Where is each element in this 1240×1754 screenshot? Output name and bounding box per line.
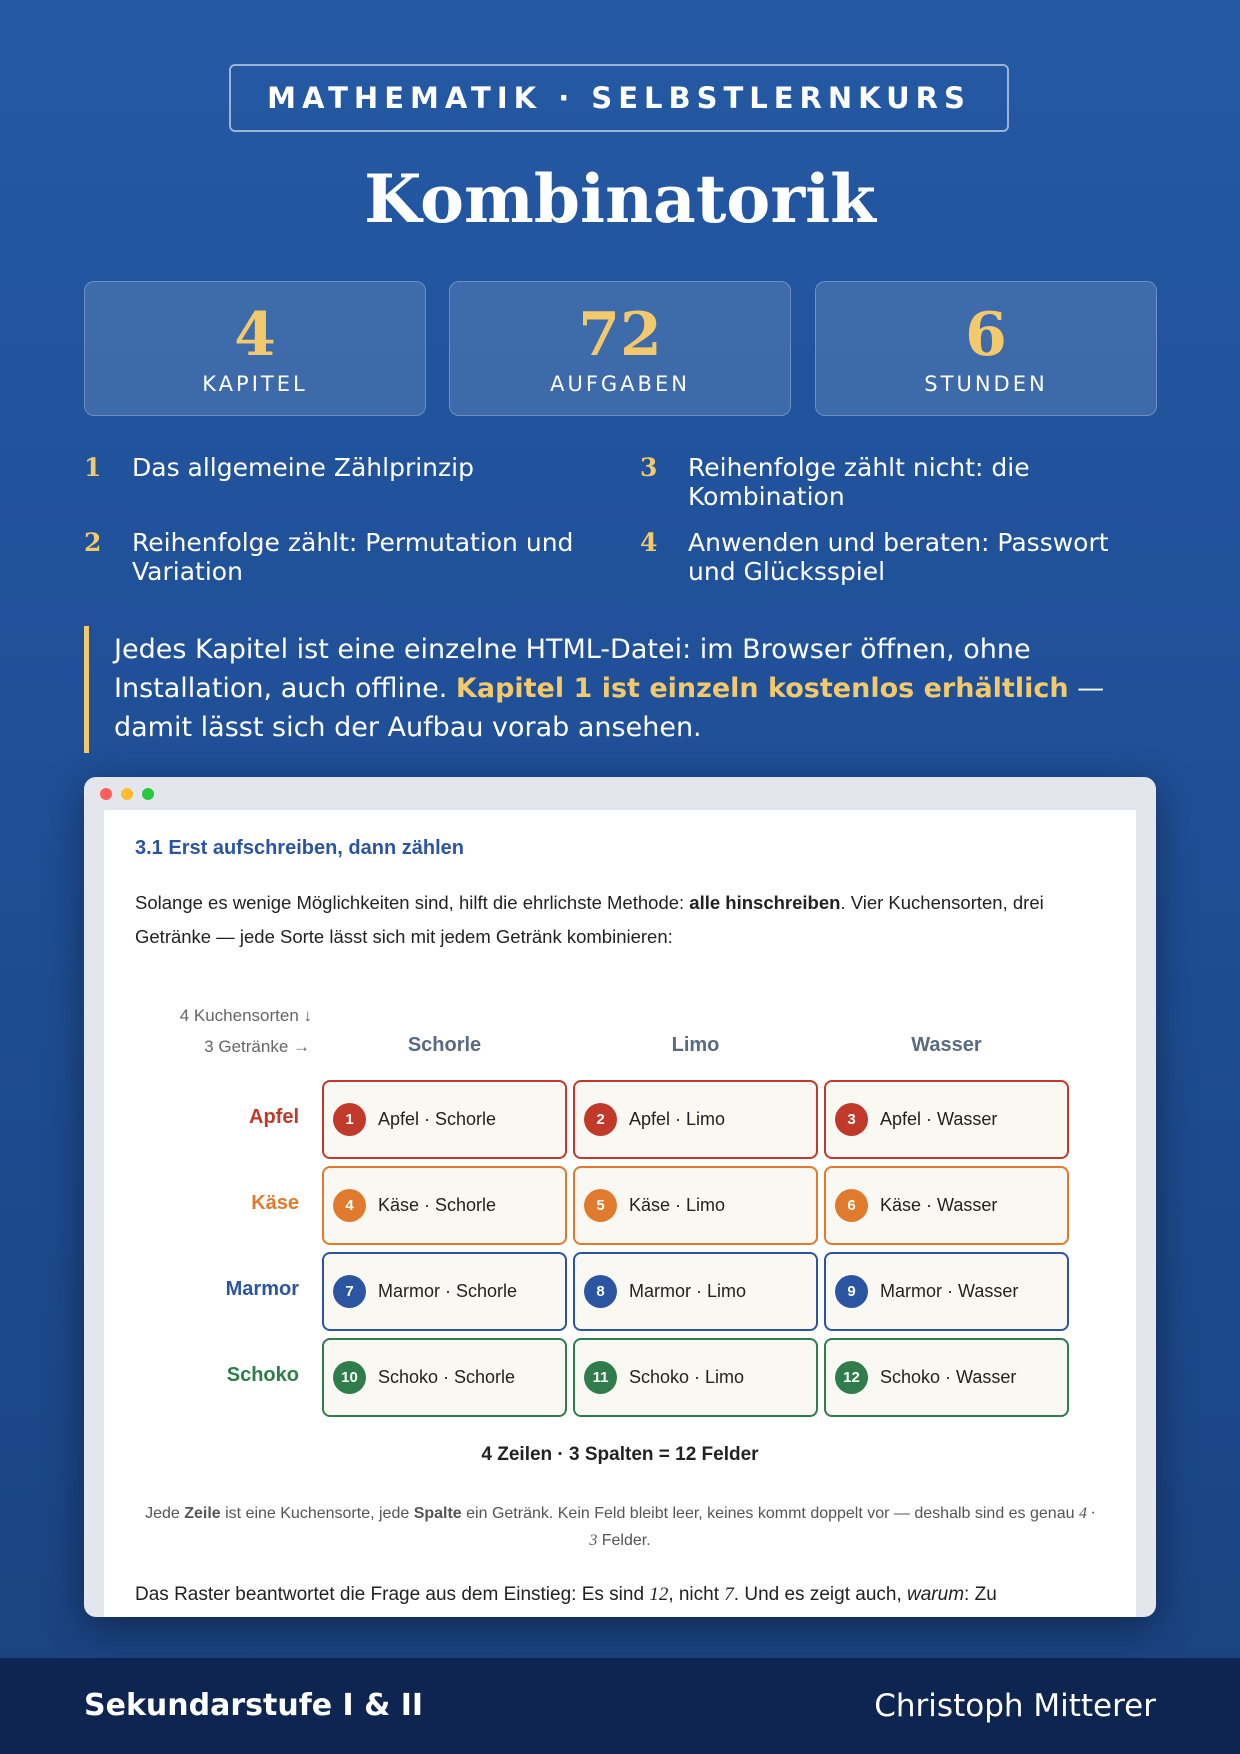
cell-number-badge: 5	[584, 1189, 617, 1222]
chapter-title: Anwenden und beraten: Passwort und Glücksspiel	[688, 528, 1109, 586]
stat-label: AUFGABEN	[550, 372, 690, 396]
cell-label: Apfel · Limo	[629, 1109, 726, 1129]
caption-math: 4 · 3	[589, 1505, 1095, 1549]
cell-number-badge: 8	[584, 1275, 617, 1308]
grid-sum: 4 Zeilen · 3 Spalten = 12 Felder	[481, 1444, 759, 1465]
cell-number-badge: 6	[835, 1189, 868, 1222]
footer-author: Christoph Mitterer	[874, 1688, 1156, 1724]
stat-value: 72	[578, 300, 662, 370]
minimize-dot-icon	[121, 788, 133, 800]
cell-label: Schoko · Limo	[629, 1367, 745, 1387]
cell-number-badge: 2	[584, 1103, 617, 1136]
cell-label: Käse · Wasser	[880, 1195, 998, 1215]
chapter-title: Reihenfolge zählt nicht: die Kombination	[688, 453, 1030, 511]
bottom-text: Das Raster beantwortet die Frage aus dem Einstieg: Es sind	[135, 1584, 650, 1605]
caption-bold: Spalte	[413, 1505, 462, 1522]
footer	[0, 1658, 1240, 1754]
row-header: Schoko	[226, 1364, 299, 1386]
para-text-end: . Vier Kuchensorten, drei Getränke — jede Sorte lässt sich mit jedem Getränk kombinieren:	[135, 892, 1044, 947]
grid-cell	[322, 1338, 567, 1417]
stat-label: STUNDEN	[924, 372, 1048, 396]
note-text: Jedes Kapitel ist eine einzelne HTML-Datei: im Browser öffnen, ohne Installation, auch offline.	[114, 634, 1031, 704]
axis-label-rows: 4 Kuchensorten ↓	[179, 1006, 312, 1025]
cell-label: Schoko · Schorle	[378, 1367, 516, 1387]
note-highlight: Kapitel 1 ist einzeln kostenlos erhältlich	[455, 673, 1069, 704]
section-heading: 3.1 Erst aufschreiben, dann zählen	[135, 837, 464, 859]
chapter-item-2	[84, 528, 604, 586]
note-text-end: — damit lässt sich der Aufbau vorab ansehen.	[114, 673, 1105, 743]
cell-number-badge: 11	[584, 1361, 617, 1394]
info-note	[84, 626, 1164, 753]
course-badge: MATHEMATIK · SELBSTLERNKURS	[229, 64, 1009, 132]
cell-number-badge: 10	[333, 1361, 366, 1394]
grid-cell	[824, 1252, 1069, 1331]
cell-label: Marmor · Wasser	[880, 1281, 1019, 1301]
caption-text: Jede	[145, 1505, 185, 1522]
stat-tasks	[449, 281, 791, 416]
chapter-number: 2	[84, 528, 102, 557]
preview-page	[104, 810, 1136, 1617]
cell-number-badge: 4	[333, 1189, 366, 1222]
para-text: Solange es wenige Möglichkeiten sind, hilft die ehrlichste Methode:	[135, 892, 690, 913]
caption-text: Felder.	[597, 1532, 651, 1549]
cell-label: Schoko · Wasser	[880, 1367, 1017, 1387]
cell-label: Apfel · Wasser	[880, 1109, 998, 1129]
bottom-text: , nicht	[668, 1584, 725, 1605]
stat-label: KAPITEL	[202, 372, 308, 396]
cell-label: Marmor · Schorle	[378, 1281, 518, 1301]
chapter-title: Das allgemeine Zählprinzip	[132, 453, 474, 482]
bottom-text: . Und es zeigt auch,	[733, 1584, 908, 1605]
footer-level: Sekundarstufe I & II	[84, 1688, 424, 1723]
column-header: Wasser	[911, 1034, 982, 1056]
chapter-number: 3	[640, 453, 658, 482]
caption-bold: Zeile	[184, 1505, 221, 1522]
cell-number-badge: 7	[333, 1275, 366, 1308]
cell-number-badge: 1	[333, 1103, 366, 1136]
cell-label: Marmor · Limo	[629, 1281, 747, 1301]
grid-cell	[322, 1080, 567, 1159]
page-title: Kombinatorik	[364, 160, 876, 238]
chapter-title: Reihenfolge zählt: Permutation und Variation	[132, 528, 574, 586]
bottom-paragraph	[135, 1584, 1115, 1606]
maximize-dot-icon	[142, 788, 154, 800]
grid-cell	[573, 1080, 818, 1159]
bottom-text: : Zu	[964, 1584, 997, 1605]
bottom-math: 7	[724, 1584, 734, 1605]
cell-number-badge: 9	[835, 1275, 868, 1308]
chapter-number: 1	[84, 453, 102, 482]
grid-caption	[144, 1500, 1096, 1554]
chapter-item-1	[84, 453, 604, 482]
grid-cell	[573, 1252, 818, 1331]
bottom-emphasis: warum	[907, 1584, 965, 1605]
cell-label: Käse · Schorle	[378, 1195, 497, 1215]
close-dot-icon	[100, 788, 112, 800]
stat-chapters	[84, 281, 426, 416]
chapter-item-4	[640, 528, 1160, 586]
column-header: Limo	[671, 1034, 720, 1056]
cell-number-badge: 3	[835, 1103, 868, 1136]
grid-cell	[322, 1252, 567, 1331]
stat-hours	[815, 281, 1157, 416]
stat-value: 4	[234, 300, 276, 370]
grid-cell	[322, 1166, 567, 1245]
grid-cell	[824, 1338, 1069, 1417]
cell-label: Käse · Limo	[629, 1195, 726, 1215]
caption-text: ein Getränk. Kein Feld bleibt leer, keines kommt doppelt vor — deshalb sind es genau	[461, 1505, 1079, 1522]
stat-value: 6	[965, 300, 1007, 370]
row-header: Käse	[251, 1192, 299, 1214]
window-titlebar	[84, 777, 1156, 810]
axis-label-cols: 3 Getränke →	[204, 1037, 310, 1056]
caption-text: ist eine Kuchensorte, jede	[220, 1505, 414, 1522]
preview-window	[84, 777, 1156, 1617]
grid-cell	[824, 1166, 1069, 1245]
chapter-number: 4	[640, 528, 658, 557]
grid-cell	[573, 1338, 818, 1417]
row-header: Marmor	[225, 1278, 299, 1300]
grid-cell	[824, 1080, 1069, 1159]
row-header: Apfel	[249, 1106, 299, 1128]
para-bold: alle hinschreiben	[689, 892, 841, 913]
chapter-item-3	[640, 453, 1160, 511]
column-header: Schorle	[407, 1034, 482, 1056]
grid-cell	[573, 1166, 818, 1245]
cell-label: Apfel · Schorle	[378, 1109, 497, 1129]
cell-number-badge: 12	[835, 1361, 868, 1394]
bottom-math: 12	[649, 1584, 669, 1605]
intro-paragraph	[135, 886, 1105, 954]
